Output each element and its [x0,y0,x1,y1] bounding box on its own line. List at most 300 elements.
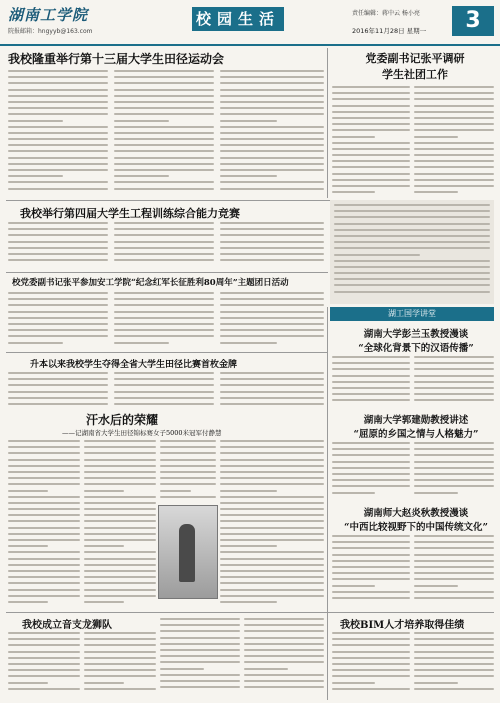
text-line [8,675,80,677]
text-line [84,527,156,529]
text-line [8,378,108,380]
text-line [220,126,324,128]
text-line [160,655,240,657]
text-line [332,129,410,131]
article-body [114,292,214,350]
text-line [414,98,494,100]
text-line [220,132,324,134]
text-line [8,169,108,171]
text-line [244,624,324,626]
text-line [114,403,214,405]
text-line [332,442,410,444]
text-line [332,448,410,450]
text-line [8,372,108,374]
text-line [334,266,490,268]
text-line [220,508,324,510]
text-line [8,292,108,294]
text-line [84,520,156,522]
text-line [220,391,324,393]
article-body [332,535,410,609]
text-line [332,399,410,401]
text-line [114,397,214,399]
text-line [8,304,108,306]
text-line [160,477,216,479]
text-line [220,502,324,504]
text-line [220,452,324,454]
text-line [414,644,494,646]
text-line [414,448,494,450]
column-divider [327,48,328,198]
text-line [220,228,324,230]
article-body [332,356,410,408]
text-line [332,185,410,187]
text-line [334,216,490,218]
text-line [8,82,108,84]
article-body [114,70,214,198]
text-line [8,496,80,498]
text-line [220,70,324,72]
text-line [220,558,324,560]
text-line [114,120,169,122]
text-line [8,247,108,249]
text-line [160,490,191,492]
text-line [114,101,214,103]
text-line [8,335,108,337]
text-line [332,461,410,463]
text-line [8,638,80,640]
text-line [332,467,410,469]
text-line [414,566,494,568]
text-line [414,381,494,383]
text-line [84,576,156,578]
text-line [114,323,214,325]
text-line [114,378,214,380]
article-body [414,86,494,198]
text-line [8,657,80,659]
text-line [8,508,80,510]
text-line [332,585,375,587]
text-line [332,688,410,690]
text-line [160,618,240,620]
text-line [8,601,48,603]
text-line [414,86,494,88]
text-line [8,397,108,399]
text-line [220,477,324,479]
text-line [114,144,214,146]
text-line [244,668,288,670]
text-line [332,105,410,107]
text-line [332,387,410,389]
text-line [220,101,324,103]
text-line [332,479,410,481]
text-line [244,649,324,651]
text-line [332,591,410,593]
text-line [334,229,490,231]
headline-sports-meet: 我校隆重举行第十三届大学生田径运动会 [8,52,225,66]
article-body [8,222,108,270]
text-line [160,630,240,632]
text-line [220,138,324,140]
text-line [8,403,108,405]
text-line [244,674,324,676]
text-line [84,551,156,553]
text-line [220,292,324,294]
text-line [8,120,63,122]
text-line [332,111,410,113]
text-line [414,368,494,370]
text-line [332,485,410,487]
text-line [8,440,80,442]
text-line [332,356,410,358]
text-line [8,317,108,319]
text-line [8,76,108,78]
text-line [160,680,240,682]
lecture2-title: 湖南大学郭建勋教授讲述 [363,415,469,426]
article-body [220,70,324,198]
text-line [84,669,156,671]
text-line [220,483,324,485]
text-line [114,150,214,152]
headline-long-march: 校党委副书记张平参加安工学院“纪念红军长征胜利80周年”主题团日活动 [12,278,289,288]
text-line [84,496,156,498]
article-body [332,632,410,698]
headline-club-research: 党委副书记张平调研 [365,52,465,65]
text-line [160,674,240,676]
text-line [160,668,204,670]
text-line [114,228,214,230]
text-line [244,637,324,639]
text-line [332,179,410,181]
text-line [8,483,80,485]
text-line [332,148,410,150]
text-line [114,157,214,159]
text-line [8,582,80,584]
text-line [114,304,214,306]
text-line [114,70,214,72]
text-line [414,399,494,401]
text-line [114,188,214,190]
text-line [220,76,324,78]
text-line [220,311,324,313]
text-line [332,651,410,653]
headline-club-research-line2: 学生社团工作 [382,68,448,81]
headline-glory: 汗水后的荣耀 [86,413,159,427]
article-body [8,372,108,412]
text-line [114,222,214,224]
article-body [8,440,80,610]
text-line [84,502,156,504]
headline-first-gold: 升本以来我校学生夺得全省大学生田径比赛首枚金牌 [30,360,238,370]
text-line [332,142,410,144]
section-divider [6,612,494,613]
article-body [220,222,324,270]
text-line [220,545,277,547]
text-line [84,446,156,448]
text-line [220,520,324,522]
text-line [8,663,80,665]
text-line [84,682,124,684]
text-line [332,86,410,88]
text-line [84,459,156,461]
text-line [332,375,410,377]
text-line [414,356,494,358]
text-line [114,384,214,386]
text-line [114,372,214,374]
article-body [114,372,214,412]
article-body [84,632,156,698]
text-line [220,384,324,386]
text-line [244,618,324,620]
text-line [84,595,156,597]
editor-credit: 责任编辑：蒋中云 杨小亮 [352,10,420,17]
text-line [220,465,324,467]
article-body [332,86,410,198]
text-line [332,473,410,475]
text-line [84,589,156,591]
text-line [8,181,108,183]
text-line [84,601,124,603]
text-line [332,154,410,156]
text-line [8,234,108,236]
text-line [84,582,156,584]
text-line [414,92,494,94]
text-line [220,188,324,190]
text-line [114,317,214,319]
text-line [332,166,410,168]
text-line [114,292,214,294]
text-line [332,554,410,556]
text-line [160,661,240,663]
text-line [160,624,240,626]
headline-dragon-lion-team: 我校成立音支龙狮队 [22,620,112,631]
text-line [8,241,108,243]
text-line [220,539,324,541]
article-body [160,440,216,502]
text-line [334,223,490,225]
text-line [114,329,214,331]
text-line [8,527,80,529]
text-line [332,644,410,646]
text-line [414,393,494,395]
text-line [8,391,108,393]
column-divider [327,612,328,700]
text-line [114,335,214,337]
text-line [220,576,324,578]
text-line [8,126,108,128]
text-line [8,132,108,134]
text-line [414,375,494,377]
text-line [414,578,494,580]
text-line [332,572,410,574]
text-line [84,514,156,516]
text-line [8,682,48,684]
text-line [220,397,324,399]
text-line [8,222,108,224]
text-line [414,160,494,162]
text-line [220,317,324,319]
text-line [8,520,80,522]
article-body [220,292,324,350]
text-line [8,465,80,467]
text-line [414,657,494,659]
text-line [332,675,410,677]
text-line [332,682,375,684]
text-line [334,204,490,206]
text-line [8,564,80,566]
text-line [414,111,494,113]
text-line [220,113,324,115]
text-line [244,680,324,682]
text-line [8,157,108,159]
text-line [8,514,80,516]
text-line [8,101,108,103]
text-line [84,688,156,690]
text-line [8,688,80,690]
text-line [334,254,420,256]
text-line [220,564,324,566]
lecture1-title: 湖南大学彭兰玉教授漫谈 [363,329,469,340]
text-line [220,440,324,442]
text-line [414,492,458,494]
text-line [8,589,80,591]
text-line [8,259,108,261]
text-line [414,682,458,684]
text-line [332,657,410,659]
text-line [114,126,214,128]
text-line [8,253,108,255]
subheadline-glory: ——记湖南省大学生田径锦标赛女子5000米冠军付静慧 [62,429,222,437]
text-line [332,92,410,94]
text-line [8,228,108,230]
text-line [220,259,324,261]
text-line [414,136,458,138]
text-line [414,142,494,144]
text-line [244,661,324,663]
text-line [414,473,494,475]
text-line [414,585,458,587]
text-line [8,595,80,597]
text-line [332,381,410,383]
text-line [220,150,324,152]
text-line [332,566,410,568]
text-line [8,669,80,671]
text-line [414,185,494,187]
text-line [160,649,240,651]
text-line [414,166,494,168]
text-line [160,637,240,639]
text-line [84,508,156,510]
text-line [114,181,214,183]
text-line [8,298,108,300]
text-line [8,107,108,109]
text-line [8,95,108,97]
text-line [220,514,324,516]
text-line [8,163,108,165]
text-line [84,545,124,547]
text-line [220,496,324,498]
article-body [114,222,214,270]
article-body [414,632,494,698]
text-line [414,479,494,481]
text-line [414,541,494,543]
text-line [114,342,169,344]
text-line [220,471,324,473]
article-body [8,70,108,198]
text-line [332,560,410,562]
text-line [220,570,324,572]
text-line [114,113,214,115]
text-line [84,483,156,485]
text-line [8,150,108,152]
text-line [220,582,324,584]
text-line [332,160,410,162]
text-line [220,551,324,553]
text-line [220,163,324,165]
article-body [414,442,494,500]
text-line [114,391,214,393]
text-line [8,477,80,479]
text-line [332,492,375,494]
text-line [114,234,214,236]
text-line [114,169,214,171]
text-line [414,632,494,634]
text-line [220,222,324,224]
column-divider [327,307,328,612]
text-line [160,686,240,688]
text-line [332,541,410,543]
text-line [414,669,494,671]
text-line [8,384,108,386]
text-line [84,477,156,479]
text-line [220,253,324,255]
text-line [414,154,494,156]
text-line [160,465,216,467]
text-line [332,123,410,125]
text-line [414,105,494,107]
article-body [414,535,494,609]
text-line [414,467,494,469]
text-line [220,490,277,492]
text-line [114,298,214,300]
text-line [8,113,108,115]
text-line [220,241,324,243]
text-line [332,578,410,580]
article-body [220,372,324,412]
article-body [8,632,80,698]
newspaper-logo: 湖南工学院 [8,6,89,24]
text-line [84,452,156,454]
text-line [8,539,80,541]
text-line [414,173,494,175]
text-line [332,136,375,138]
text-line [414,191,458,193]
text-line [220,169,324,171]
text-line [414,572,494,574]
text-line [220,527,324,529]
text-line [160,459,216,461]
lecture3-subtitle: “中西比较视野下的中国传统文化” [344,522,488,533]
text-line [414,560,494,562]
text-line [220,459,324,461]
text-line [114,175,169,177]
text-line [414,362,494,364]
text-line [8,545,48,547]
text-line [84,440,156,442]
text-line [8,188,108,190]
text-line [8,533,80,535]
text-line [8,471,80,473]
text-line [84,632,156,634]
